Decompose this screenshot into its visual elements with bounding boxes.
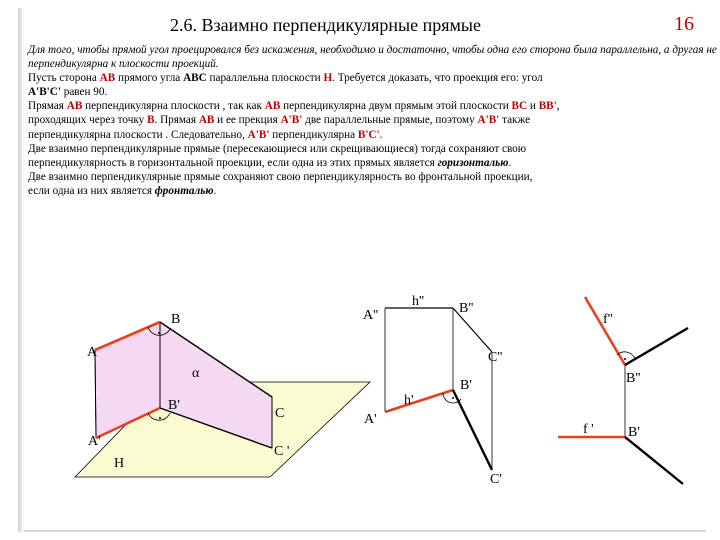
label-c1: C' [490, 472, 502, 487]
paragraph-proof-2: проходящих через точку B. Прямая AB и ее прекция A'B' две параллельные прямые, поэтому A'B' также [28, 114, 531, 127]
right-angle-dot-b1 [452, 397, 454, 399]
label-b1: B' [460, 378, 472, 393]
label-b2: B'' [459, 301, 474, 316]
paragraph-condition: Для того, чтобы прямой угол проецировался без искажения, необходимо и достаточно, чтобы одна его сторона была параллельна, а другая не перпендикулярна к плоскости проекций. [28, 44, 717, 71]
label-b-prime: B' [168, 398, 180, 413]
label-a-prime: A' [88, 434, 101, 449]
segment-b2-right [625, 328, 688, 365]
right-angle-dot-b [158, 332, 160, 334]
label-f1: f ' [583, 422, 594, 437]
figure-spatial-right-angle [75, 312, 370, 477]
paragraph-rule-horizontal-1: Две взаимно перпендикулярные прямые (пересекающиеся или скрещивающиеся) тогда сохраняют свою [28, 142, 527, 155]
segment-b1-right [625, 437, 683, 484]
paragraph-rule-frontal-1: Две взаимно перпендикулярные прямые сохраняют свою перпендикулярность во фронтальной проекции, [28, 170, 533, 183]
right-angle-dot-b2-right [624, 358, 626, 360]
paragraph-rule-horizontal-2: перпендикулярность в горизонтальной проекции, если одна из этих прямых является горизонталью. [28, 156, 512, 169]
label-c2: C'' [488, 350, 503, 365]
segment-b1-c1 [453, 390, 492, 470]
label-b1-right: B' [628, 425, 640, 440]
label-h1: h' [404, 393, 414, 408]
label-b2-right: B'' [626, 371, 641, 386]
label-a1: A' [364, 412, 377, 427]
paragraph-proof-1: Прямая AB перпендикулярна плоскости , так как AB перпендикулярна двум прямым этой плоскости BC и BB', [28, 100, 560, 113]
label-c: C [275, 406, 285, 421]
label-b: B [171, 312, 181, 327]
label-h2: h'' [412, 294, 425, 309]
page-number: 16 [674, 13, 694, 35]
label-h: H [114, 456, 125, 471]
right-angle-dot-b-prime [159, 417, 161, 419]
figure-horizontal-projection [363, 294, 502, 487]
paragraph-setup: Пусть сторона AB прямого угла ABC параллельна плоскости H. Требуется доказать, что проекция его: угол [28, 72, 543, 85]
label-a: A [87, 345, 98, 360]
slide-title: 2.6. Взаимно перпендикулярные прямые [170, 15, 481, 35]
label-a2: A'' [363, 308, 379, 323]
paragraph-proof-3: перпендикулярна плоскости . Следовательно, A'B' перпендикулярна B'C'. [28, 128, 383, 141]
label-alpha: α [192, 366, 200, 381]
label-c-prime: C ' [274, 444, 290, 459]
paragraph-rule-frontal-2: если одна из них является фронталью. [28, 184, 217, 197]
segment-f2 [585, 297, 625, 365]
figure-frontal-projection [558, 297, 688, 484]
paragraph-angle: A'B'C' равен 90. [28, 86, 108, 99]
label-f2: f'' [603, 312, 613, 327]
